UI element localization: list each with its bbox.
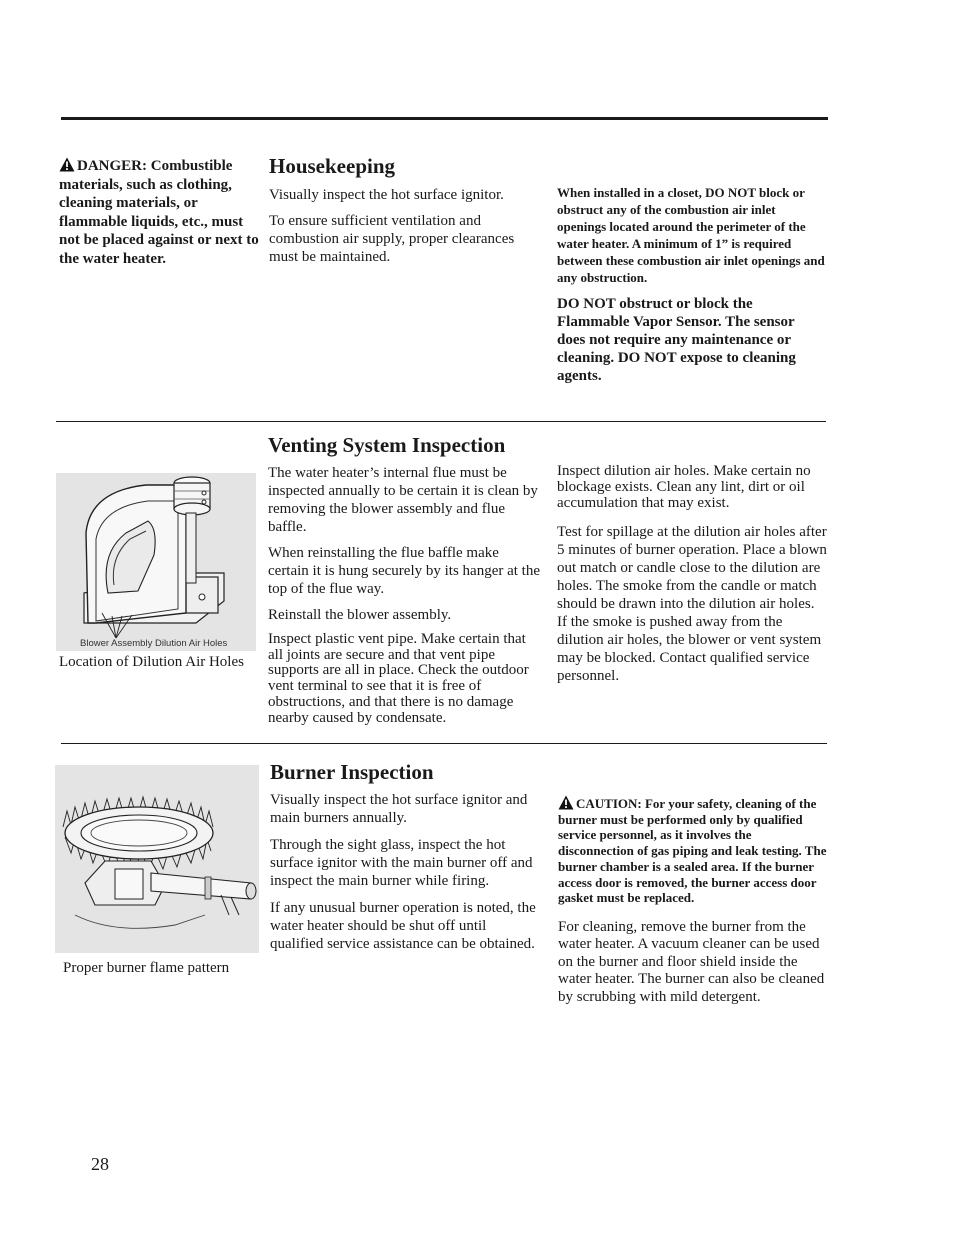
venting-r1: Inspect dilution air holes. Make certain no blockage exists. Clean any lint, dirt or oil accumulation that may exist. [557, 463, 811, 511]
warning-triangle-icon [59, 157, 75, 172]
caution-note [558, 795, 830, 906]
burner-flame-illustration [55, 765, 259, 953]
venting-right-col [557, 464, 827, 693]
danger-text: Combustible materials, such as clothing, cleaning materials, or flammable liquids, etc., must not be placed against or next to the water heater. [59, 158, 259, 267]
burner-figure [55, 765, 259, 953]
burner-p2: Through the sight glass, inspect the hot surface ignitor with the main burner off and inspect the main burner while firing. [270, 837, 533, 889]
housekeeping-body [269, 186, 539, 274]
page-number: 28 [91, 1154, 109, 1174]
venting-r2: Test for spillage at the dilution air holes after 5 minutes of burner operation. Place a blown out match or candle close to the dilution are holes. The smoke from the candle or match should be drawn into the dilution air holes. If the smoke is pushed away from the dilution air holes, the blower or vent system may be blocked. Contact qualified service personnel. [557, 524, 827, 685]
burner-heading: Burner Inspection [270, 760, 434, 784]
sensor-note: DO NOT obstruct or block the Flammable Vapor Sensor. The sensor does not require any maintenance or cleaning. DO NOT expose to cleaning agents. [557, 296, 796, 384]
burner-left-col [270, 791, 540, 961]
venting-p4: Inspect plastic vent pipe. Make certain that all joints are secure and that vent pipe supports are all in place. Check the outdoor vent terminal to see that it is free of obstructions, and that there is no damage nearby caused by condensate. [268, 631, 529, 726]
warning-triangle-icon [558, 795, 574, 810]
top-rule [61, 117, 828, 120]
venting-figure-caption: Location of Dilution Air Holes [59, 654, 244, 670]
danger-label: DANGER: [77, 158, 147, 174]
venting-left-col [268, 464, 540, 734]
burner-figure-caption: Proper burner flame pattern [63, 960, 230, 976]
burner-r2: For cleaning, remove the burner from the water heater. A vacuum cleaner can be used on the burner and floor shield inside the water heater. The burner can also be cleaned by scrubbing with mild detergent. [558, 918, 825, 1005]
burner-p3: If any unusual burner operation is noted, the water heater should be shut off until qualified service assistance can be obtained. [270, 900, 536, 952]
housekeeping-p1: Visually inspect the hot surface ignitor. [269, 187, 504, 203]
venting-p2: When reinstalling the flue baffle make certain it is hung securely by its hanger at the top of the flue way. [268, 545, 540, 597]
figure-callout-label: Blower Assembly Dilution Air Holes [80, 638, 228, 649]
danger-note [59, 157, 259, 276]
burner-p1: Visually inspect the hot surface ignitor and main burners annually. [270, 792, 528, 826]
blower-assembly-illustration [56, 473, 256, 651]
venting-p1: The water heater’s internal flue must be inspected annually to be certain it is clean by removing the blower assembly and flue baffle. [268, 465, 538, 535]
housekeeping-notes [557, 184, 825, 393]
burner-right-col [558, 795, 830, 1014]
section-divider-1 [56, 421, 826, 422]
housekeeping-p2: To ensure sufficient ventilation and combustion air supply, proper clearances must be maintained. [269, 213, 515, 265]
housekeeping-heading: Housekeeping [269, 154, 396, 178]
section-divider-2 [61, 743, 827, 744]
caution-text: For your safety, cleaning of the burner must be performed only by qualified service personnel, as it involves the disconnection of gas piping and leak testing. The burner chamber is a sealed area. If the burner access door is removed, the burner access door gasket must be replaced. [558, 796, 827, 906]
closet-note: When installed in a closet, DO NOT block or obstruct any of the combustion air inlet openings located around the perimeter of the water heater. A minimum of 1” is required between these combustion air inlet openings and any obstruction. [557, 185, 825, 285]
blower-figure [56, 473, 256, 651]
venting-heading: Venting System Inspection [268, 433, 506, 457]
caution-label: CAUTION: [576, 796, 642, 811]
venting-p3: Reinstall the blower assembly. [268, 607, 452, 623]
